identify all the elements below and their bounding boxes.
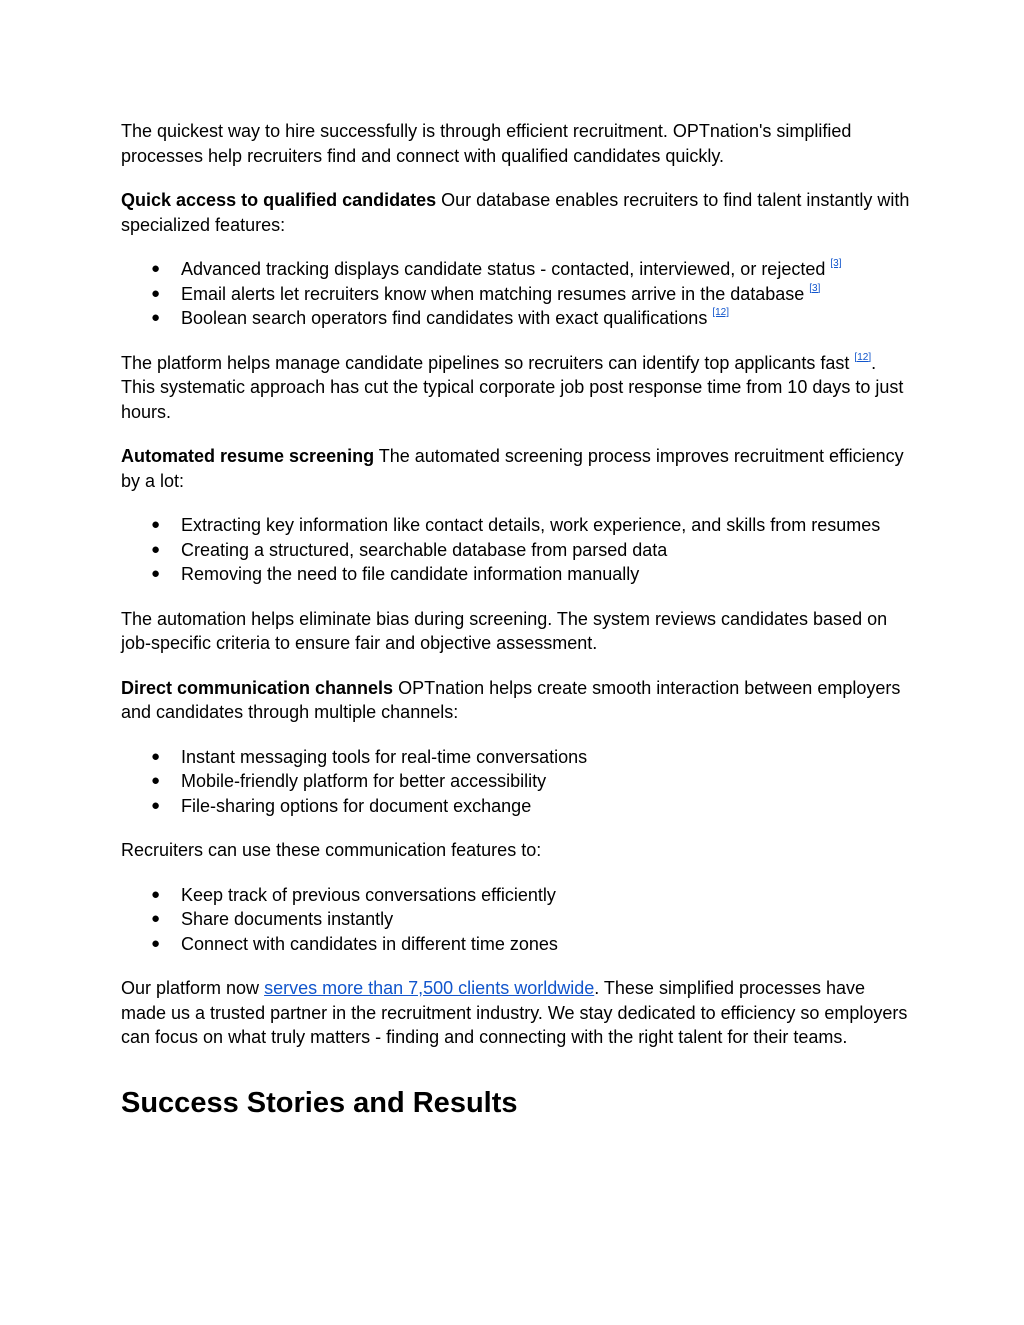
citation-link[interactable]: [3] (809, 282, 821, 294)
features-list (121, 883, 911, 957)
document-page (121, 119, 911, 1120)
list-item: ● Creating a structured, searchable database from parsed data (121, 538, 911, 563)
closing-paragraph (121, 976, 911, 1050)
list-item (121, 257, 911, 282)
section-heading: Success Stories and Results (121, 1086, 518, 1119)
quick-access-heading: Quick access to qualified candidates (121, 190, 437, 210)
list-item: ● Removing the need to file candidate information manually (121, 562, 911, 587)
citation-link[interactable]: [3] (830, 258, 842, 269)
list-item-text: Boolean search operators find candidates with exact qualifications (181, 308, 713, 328)
list-item: ● Extracting key information like contact details, work experience, and skills from resumes (121, 513, 911, 538)
citation-link[interactable]: [12] (854, 351, 872, 363)
screening-list (121, 513, 911, 587)
list-item-text: Email alerts let recruiters know when matching resumes arrive in the database (181, 283, 810, 304)
communication-paragraph (121, 676, 911, 725)
pipeline-text-after: . This systematic approach has cut the typical corporate job post response time from 10 days to just hours. (121, 352, 904, 422)
list-item: ● Instant messaging tools for real-time conversations (121, 745, 911, 770)
closing-text-after: . These simplified processes have made us a trusted partner in the recruitment industry. We stay dedicated to efficiency so employers can focus on what truly matters - finding and connecting with the right talent for their teams. (121, 978, 908, 1047)
intro-paragraph: The quickest way to hire successfully is through efficient recruitment. OPTnation's simplified processes help recruiters find and connect with qualified candidates quickly. (121, 121, 852, 166)
quick-access-text: Our database enables recruiters to find talent instantly with specialized features: (121, 190, 910, 235)
features-intro: Recruiters can use these communication features to: (121, 840, 542, 860)
list-item: ● Keep track of previous conversations efficiently (121, 883, 911, 908)
bias-paragraph: The automation helps eliminate bias during screening. The system reviews candidates based on job-specific criteria to ensure fair and objective assessment. (121, 608, 888, 653)
quick-access-paragraph (121, 188, 911, 237)
list-item-text: Advanced tracking displays candidate status - contacted, interviewed, or rejected (181, 259, 831, 279)
pipeline-text: The platform helps manage candidate pipelines so recruiters can identify top applicants fast (121, 352, 855, 373)
screening-text: The automated screening process improves recruitment efficiency by a lot: (121, 446, 904, 491)
list-item: ● Mobile-friendly platform for better accessibility (121, 769, 911, 794)
clients-link[interactable]: serves more than 7,500 clients worldwide (264, 978, 595, 998)
screening-paragraph (121, 444, 911, 493)
citation-link[interactable]: [12] (712, 307, 730, 318)
list-item: ● File-sharing options for document exchange (121, 794, 911, 819)
communication-list (121, 745, 911, 819)
communication-heading: Direct communication channels (121, 677, 394, 698)
pipeline-paragraph (121, 351, 911, 425)
quick-access-list (121, 257, 911, 331)
list-item: ● Share documents instantly (121, 907, 911, 932)
communication-text: OPTnation helps create smooth interaction between employers and candidates through multiple channels: (121, 677, 901, 722)
list-item: ● Connect with candidates in different time zones (121, 932, 911, 957)
list-item (121, 282, 911, 307)
screening-heading: Automated resume screening (121, 446, 375, 466)
closing-text: Our platform now (121, 978, 265, 998)
list-item (121, 306, 911, 331)
